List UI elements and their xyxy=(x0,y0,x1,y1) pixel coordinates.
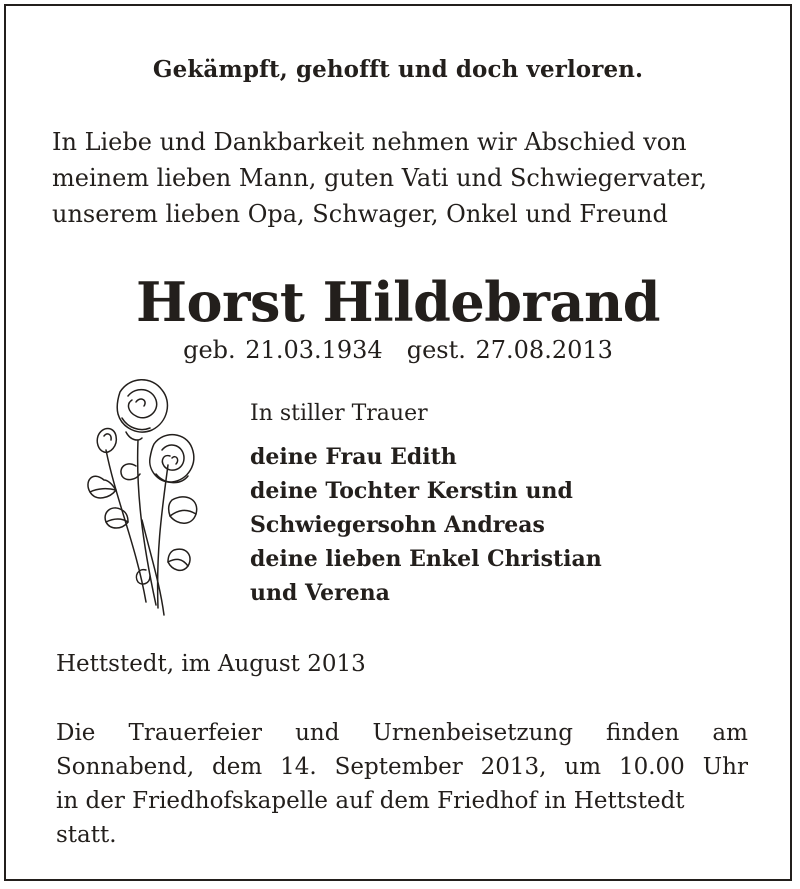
ceremony-word: um xyxy=(564,754,602,780)
ceremony-word: September xyxy=(334,754,463,780)
ceremony-word: 2013, xyxy=(480,754,547,780)
death-date: gest. 27.08.2013 xyxy=(406,336,613,364)
ceremony-word: Sonnabend, xyxy=(56,754,195,780)
intro-line: unserem lieben Opa, Schwager, Onkel und Freund xyxy=(52,200,668,228)
mourning-lead: In stiller Trauer xyxy=(250,401,428,426)
ceremony-line xyxy=(56,750,748,784)
rose-icon xyxy=(76,370,206,630)
mourners-block xyxy=(250,401,770,610)
mourner-list xyxy=(250,440,770,610)
deceased-name: Horst Hildebrand xyxy=(135,270,660,334)
mourner-name: deine Frau Edith xyxy=(250,444,457,470)
ceremony-word: Uhr xyxy=(702,754,748,780)
ceremony-word: Trauerfeier xyxy=(128,720,263,746)
ceremony-word: Urnenbeisetzung xyxy=(372,720,573,746)
motto: Gekämpft, gehofft und doch verloren. xyxy=(152,56,644,83)
intro-line: meinem lieben Mann, guten Vati und Schwiegervater, xyxy=(52,164,707,192)
ceremony-word: und xyxy=(295,720,340,746)
intro-line: In Liebe und Dankbarkeit nehmen wir Abschied von xyxy=(52,128,687,156)
obituary-notice xyxy=(4,4,792,881)
intro-text xyxy=(52,124,752,232)
ceremony-line xyxy=(56,716,748,750)
life-dates xyxy=(6,336,790,364)
ceremony-word: Die xyxy=(56,720,96,746)
ceremony-line: statt. xyxy=(56,822,117,848)
mourner-name: und Verena xyxy=(250,580,390,606)
ceremony-word: dem xyxy=(212,754,263,780)
ceremony-word: finden xyxy=(606,720,680,746)
mourner-name: Schwiegersohn Andreas xyxy=(250,512,545,538)
ceremony-word: am xyxy=(712,720,748,746)
place-and-date: Hettstedt, im August 2013 xyxy=(56,651,366,677)
mourner-name: deine Tochter Kerstin und xyxy=(250,478,573,504)
ceremony-word: 14. xyxy=(280,754,317,780)
ceremony-info xyxy=(56,716,748,852)
birth-date: geb. 21.03.1934 xyxy=(183,336,383,364)
ceremony-line: in der Friedhofskapelle auf dem Friedhof in Hettstedt xyxy=(56,788,685,814)
ceremony-word: 10.00 xyxy=(618,754,685,780)
mourner-name: deine lieben Enkel Christian xyxy=(250,546,602,572)
